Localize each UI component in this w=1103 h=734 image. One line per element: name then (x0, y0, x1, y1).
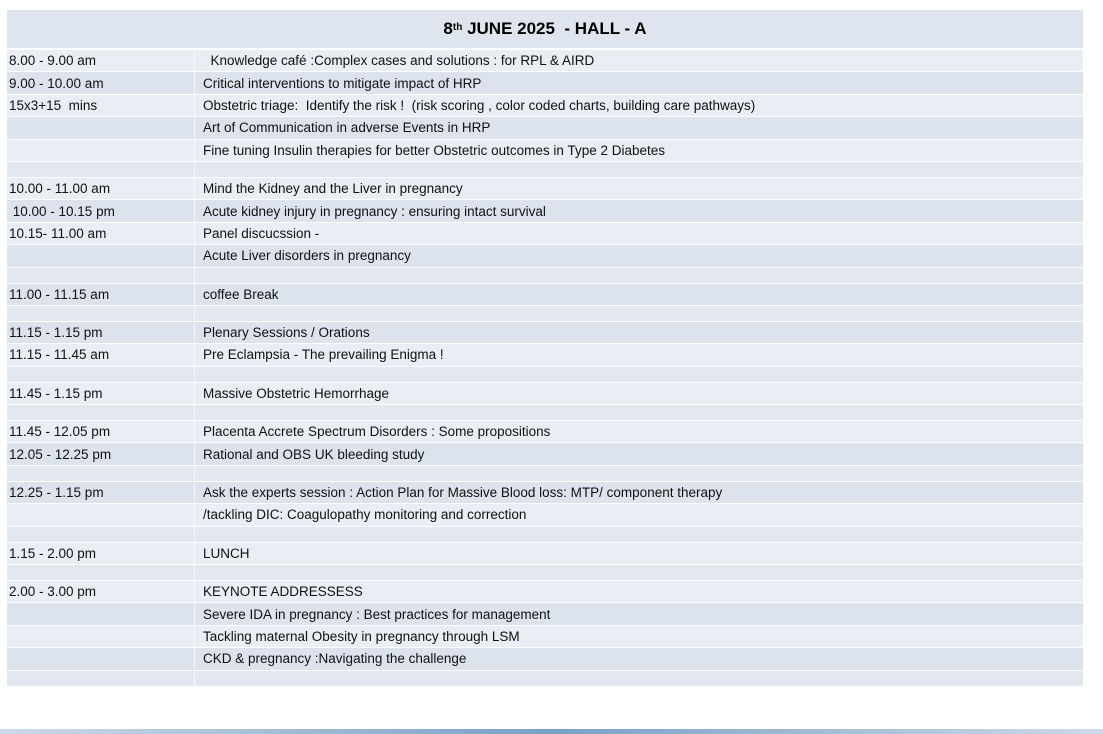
spacer-cell (7, 367, 195, 382)
topic-cell: Obstetric triage: Identify the risk ! (risk scoring , color coded charts, building care pathways) (203, 97, 756, 113)
table-row (7, 95, 1083, 117)
table-row (7, 344, 1083, 366)
spacer-row (7, 405, 1083, 421)
spacer-cell (7, 162, 195, 177)
topic-cell: KEYNOTE ADDRESSESS (203, 584, 363, 600)
topic-cell: Fine tuning Insulin therapies for better Obstetric outcomes in Type 2 Diabetes (203, 142, 665, 158)
topic-cell: Rational and OBS UK bleeding study (203, 446, 425, 462)
table-row (7, 648, 1083, 670)
table-row (7, 421, 1083, 443)
time-cell (7, 140, 195, 161)
topic-cell: Severe IDA in pregnancy : Best practices for management (203, 606, 551, 622)
time-cell: 12.25 - 1.15 pm (7, 482, 195, 503)
time-cell: 10.15- 11.00 am (7, 223, 195, 244)
topic-cell: Panel discucssion - (203, 225, 320, 241)
time-cell: 11.15 - 11.45 am (7, 344, 195, 365)
table-row (7, 50, 1083, 72)
table-row (7, 482, 1083, 504)
time-cell: 11.15 - 1.15 pm (7, 322, 195, 343)
table-row (7, 504, 1083, 526)
spacer-row (7, 527, 1083, 543)
table-row (7, 581, 1083, 603)
topic-cell: Ask the experts session : Action Plan for Massive Blood loss: MTP/ component therapy (203, 485, 723, 501)
time-cell: 12.05 - 12.25 pm (7, 443, 195, 464)
table-row (7, 543, 1083, 565)
spacer-row (7, 565, 1083, 581)
topic-cell: Acute Liver disorders in pregnancy (203, 248, 411, 264)
topic-cell: Pre Eclampsia - The prevailing Enigma ! (203, 347, 444, 363)
time-cell: 10.00 - 10.15 pm (7, 200, 195, 221)
spacer-row (7, 367, 1083, 383)
time-cell: 1.15 - 2.00 pm (7, 543, 195, 564)
spacer-cell (7, 565, 195, 580)
bottom-divider (0, 729, 1103, 734)
table-row (7, 626, 1083, 648)
topic-cell: Tackling maternal Obesity in pregnancy through LSM (203, 629, 520, 644)
title-ordinal-suffix: th (452, 21, 463, 33)
table-row (7, 284, 1083, 306)
table-row (7, 117, 1083, 139)
topic-cell: Mind the Kidney and the Liver in pregnancy (203, 181, 463, 197)
table-row (7, 178, 1083, 200)
topic-cell: Art of Communication in adverse Events in HRP (203, 120, 491, 136)
topic-cell: /tackling DIC: Coagulopathy monitoring and correction (203, 507, 527, 523)
time-cell (7, 648, 195, 669)
topic-cell: CKD & pregnancy :Navigating the challenge (203, 651, 467, 667)
spacer-row (7, 268, 1083, 284)
spacer-row (7, 162, 1083, 178)
spacer-cell (7, 466, 195, 481)
title-rest: JUNE 2025 - HALL - A (462, 19, 647, 38)
table-row (7, 383, 1083, 405)
topic-cell: Knowledge café :Complex cases and solutions : for RPL & AIRD (203, 53, 595, 69)
table-row (7, 200, 1083, 222)
time-cell: 2.00 - 3.00 pm (7, 581, 195, 602)
topic-cell: LUNCH (203, 545, 250, 561)
spacer-cell (7, 268, 195, 283)
spacer-row (7, 306, 1083, 322)
spacer-cell (7, 405, 195, 420)
table-row (7, 322, 1083, 344)
time-cell: 9.00 - 10.00 am (7, 72, 195, 93)
topic-cell: Plenary Sessions / Orations (203, 325, 370, 341)
time-cell: 15x3+15 mins (7, 95, 195, 116)
table-row (7, 223, 1083, 245)
table-row (7, 603, 1083, 625)
topic-cell: Placenta Accrete Spectrum Disorders : Some propositions (203, 424, 551, 440)
table-row (7, 72, 1083, 94)
table-row (7, 140, 1083, 162)
time-cell: 8.00 - 9.00 am (7, 50, 195, 71)
table-row (7, 443, 1083, 465)
title-day: 8 (443, 19, 453, 38)
topic-cell: Acute kidney injury in pregnancy : ensuring intact survival (203, 203, 546, 219)
time-cell (7, 117, 195, 138)
time-cell (7, 626, 195, 647)
time-cell (7, 245, 195, 266)
spacer-cell (7, 306, 195, 321)
schedule-table (7, 50, 1083, 687)
spacer-row (7, 466, 1083, 482)
time-cell (7, 504, 195, 525)
time-cell: 11.45 - 12.05 pm (7, 421, 195, 442)
schedule-sheet (7, 10, 1083, 722)
topic-cell: coffee Break (203, 286, 279, 302)
time-cell: 11.45 - 1.15 pm (7, 383, 195, 404)
time-cell (7, 603, 195, 624)
spacer-row (7, 671, 1083, 687)
spacer-cell (7, 527, 195, 542)
spacer-cell (7, 671, 195, 686)
topic-cell: Critical interventions to mitigate impact of HRP (203, 75, 482, 91)
time-cell: 10.00 - 11.00 am (7, 178, 195, 199)
topic-cell: Massive Obstetric Hemorrhage (203, 385, 390, 401)
page-title (7, 10, 1083, 50)
table-row (7, 245, 1083, 267)
time-cell: 11.00 - 11.15 am (7, 284, 195, 305)
